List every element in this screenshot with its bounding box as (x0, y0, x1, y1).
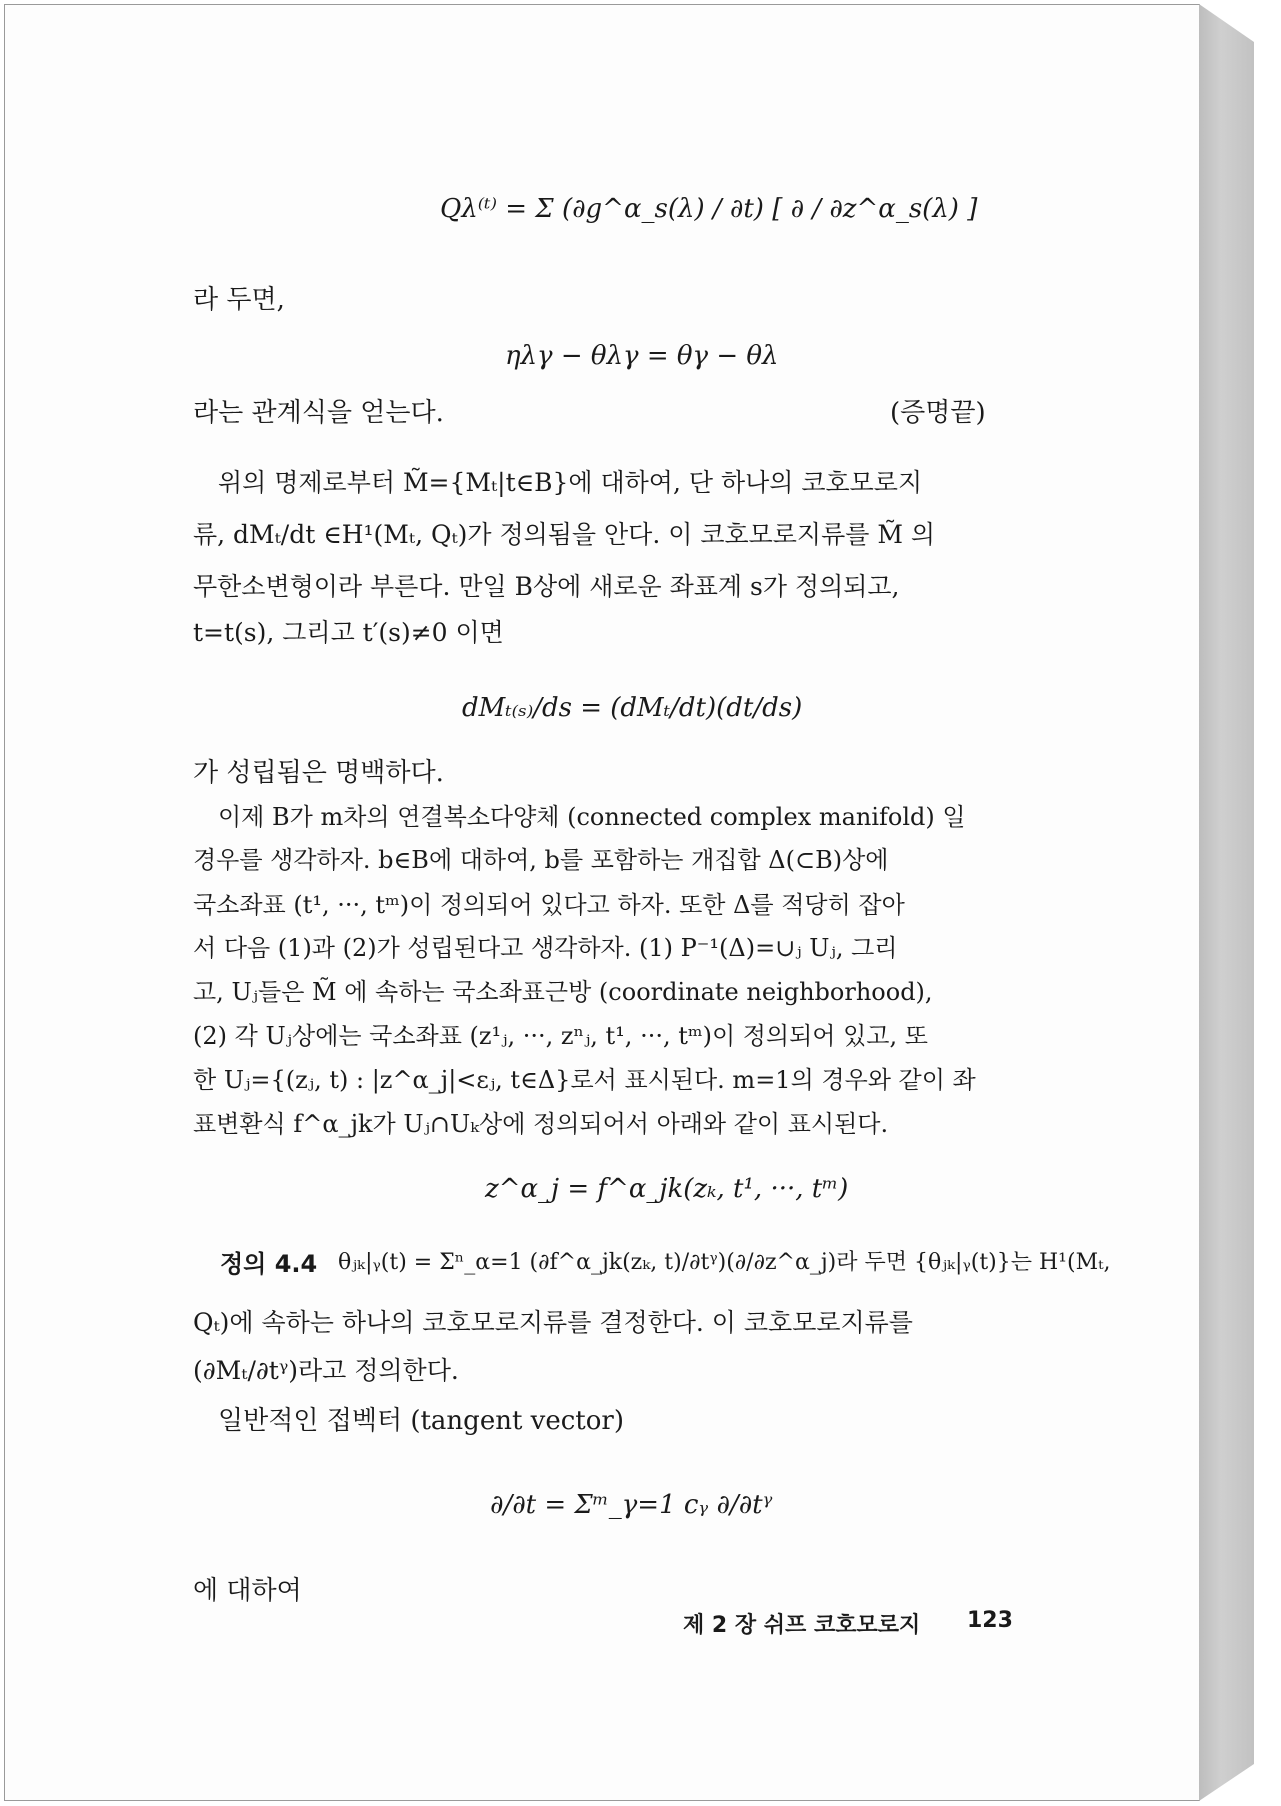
definition-text-line: θⱼₖ|ᵧ(t) = Σⁿ_α=1 (∂f^α_jk(zₖ, t)/∂tᵞ)(∂/∂z^α_j)라 두면 {θⱼₖ|ᵧ(t)}는 H¹(Mₜ, (338, 1250, 1111, 1275)
text-line: 한 Uⱼ={(zⱼ, t) : |z^α_j|<εⱼ, t∈Δ}로서 표시된다. m=1의 경우와 같이 좌 (193, 1066, 976, 1094)
equation-eta-theta: ηλγ − θλγ = θγ − θλ (505, 341, 779, 371)
running-footer-chapter: 제 2 장 쉬프 코호모로지 (683, 1613, 921, 1638)
equation-q-lambda: Qλ⁽ᵗ⁾ = Σ (∂g^α_s(λ) / ∂t) [ ∂ / ∂z^α_s(λ) ] (440, 194, 978, 224)
equation-tangent-vector: ∂/∂t = Σᵐ_γ=1 cᵧ ∂/∂tᵞ (490, 1490, 773, 1520)
equation-chain-rule: dMₜ₍ₛ₎/ds = (dMₜ/dt)(dt/ds) (462, 693, 803, 723)
page-number: 123 (967, 1608, 1013, 1633)
text-line: 무한소변형이라 부른다. 만일 B상에 새로운 좌표계 s가 정의되고, (193, 572, 900, 601)
text-line: (∂Mₜ/∂tᵞ)라고 정의한다. (193, 1356, 459, 1385)
text-line: 고, Uⱼ들은 M̃ 에 속하는 국소좌표근방 (coordinate neighborhood), (193, 978, 933, 1006)
equation-coordinate-transform: z^α_j = f^α_jk(zₖ, t¹, ···, tᵐ) (485, 1174, 849, 1204)
text-line: (2) 각 Uⱼ상에는 국소좌표 (z¹ⱼ, ···, zⁿⱼ, t¹, ···, tᵐ)이 정의되어 있고, 또 (193, 1022, 928, 1050)
proof-end-mark: (증명끝) (890, 398, 986, 428)
text-line: Qₜ)에 속하는 하나의 코호모로지류를 결정한다. 이 코호모로지류를 (193, 1308, 913, 1337)
text-line: 라 두면, (193, 285, 285, 315)
text-line: 가 성립됨은 명백하다. (193, 758, 444, 788)
text-line: 류, dMₜ/dt ∈H¹(Mₜ, Qₜ)가 정의됨을 안다. 이 코호모로지류를 M̃ 의 (193, 520, 936, 549)
text-line: 이제 B가 m차의 연결복소다양체 (connected complex manifold) 일 (218, 803, 966, 831)
page-edge-shadow (1199, 4, 1254, 1801)
text-line: 위의 명제로부터 M̃={Mₜ|t∈B}에 대하여, 단 하나의 코호모로지 (218, 468, 923, 497)
text-line: t=t(s), 그리고 t′(s)≠0 이면 (193, 618, 504, 647)
text-line: 국소좌표 (t¹, ···, tᵐ)이 정의되어 있다고 하자. 또한 Δ를 적당히 잡아 (193, 891, 905, 919)
text-line: 서 다음 (1)과 (2)가 성립된다고 생각하자. (1) P⁻¹(Δ)=∪ⱼ Uⱼ, 그리 (193, 934, 898, 962)
text-line: 일반적인 접벡터 (tangent vector) (218, 1406, 624, 1436)
definition-label: 정의 4.4 (220, 1250, 318, 1278)
text-line: 표변환식 f^α_jk가 Uⱼ∩Uₖ상에 정의되어서 아래와 같이 표시된다. (193, 1110, 889, 1138)
text-line: 경우를 생각하자. b∈B에 대하여, b를 포함하는 개집합 Δ(⊂B)상에 (193, 846, 889, 874)
text-line: 에 대하여 (193, 1576, 302, 1606)
text-line: 라는 관계식을 얻는다. (193, 398, 444, 428)
